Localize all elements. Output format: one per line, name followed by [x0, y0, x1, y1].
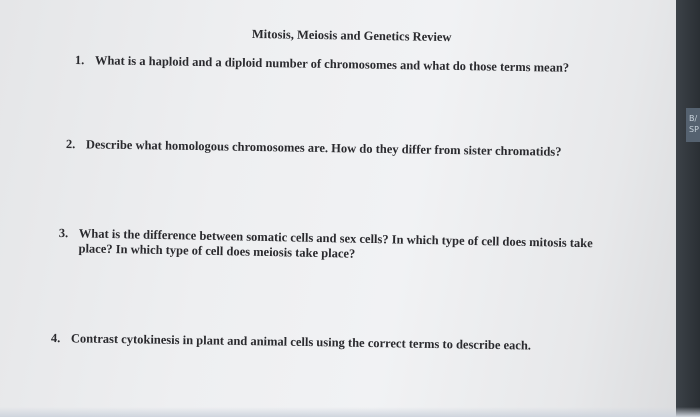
question-text: What is a haploid and a diploid number of chromosomes and what do those terms mean? — [94, 53, 570, 75]
background-label: B/ SP — [686, 108, 700, 142]
question-number: 1. — [74, 53, 85, 68]
worksheet-title: Mitosis, Meiosis and Genetics Review — [251, 27, 452, 45]
question-number: 2. — [65, 137, 76, 152]
question-4 — [50, 331, 571, 353]
question-number: 3. — [58, 226, 69, 241]
question-2 — [65, 137, 586, 159]
question-3 — [58, 226, 649, 261]
question-text: Contrast cytokinesis in plant and animal cells using the correct terms to describe each. — [70, 331, 532, 353]
question-number: 4. — [50, 331, 61, 346]
question-text: Describe what homologous chromosomes are. How do they differ from sister chromatids? — [85, 137, 562, 159]
question-text: What is the difference between somatic cells and sex cells? In which type of cell does mitosis take place? In which type of cell does meiosis take place? — [78, 226, 593, 261]
question-1 — [74, 53, 595, 75]
